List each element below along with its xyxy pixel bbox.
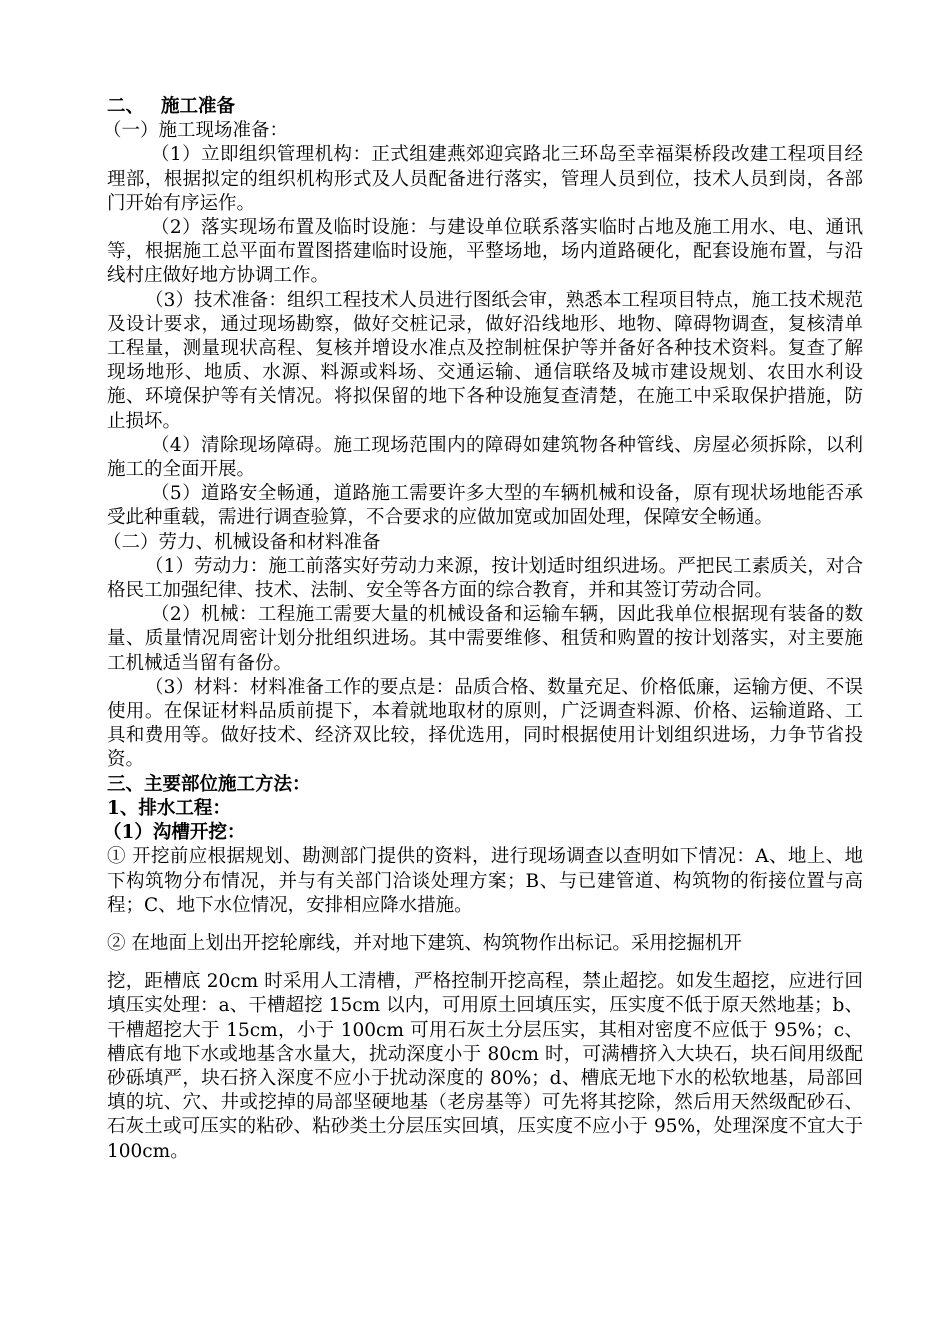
paragraph-excavation-rest: 挖，距槽底 20cm 时采用人工清槽，严格控制开挖高程，禁止超挖。如发生超挖，应进行回填压实处理：a、干槽超挖 15cm 以内，可用原土回填压实，压实度不低于原天然地基；b、干槽超挖大于 15cm，小于 100cm 可用石灰土分层压实，其相对密度不应低于 95%；c、槽底有地下水或地基含水量大，扰动深度小于 80cm 时，可满槽挤入大块石，块石间用级配砂砾填严，块石挤入深度不应小于扰动深度的 80%；d、槽底无地下水的松软地基，局部回填的坑、穴、井或挖掉的局部坚硬地基（老房基等）可先将其挖除，然后用天然级配砂石、石灰土或可压实的粘砂、粘砂类土分层压实回填，压实度不应小于 95%，处理深度不宜大于 100cm。 (107, 971, 863, 1162)
section-heading-2 (107, 95, 863, 119)
section-title: 施工准备 (161, 96, 236, 117)
paragraph-excavation-first-line: ② 在地面上划出开挖轮廓线，并对地下建筑、构筑物作出标记。采用挖掘机开 (107, 932, 742, 954)
subsection-heading-1: （一）施工现场准备： (103, 120, 289, 142)
subsection-heading-2: （二）劳力、机械设备和材料准备 (103, 531, 381, 553)
paragraph-machinery: （2）机械：工程施工需要大量的机械设备和运输车辆，因此我单位根据现有装备的数量、质量情况周密计划分批组织进场。其中需要维修、租赁和购置的按计划落实，对主要施工机械适当留有备份。 (107, 604, 863, 674)
paragraph-site-layout: （2）落实现场布置及临时设施：与建设单位联系落实临时占地及施工用水、电、通讯等，根据施工总平面布置图搭建临时设施，平整场地，场内道路硬化，配套设施布置，与沿线村庄做好地方协调工作。 (107, 217, 863, 287)
item-heading-trench: （1）沟槽开挖： (103, 822, 246, 844)
paragraph-clear-obstacles: （4）清除现场障碍。施工现场范围内的障碍如建筑物各种管线、房屋必须拆除，以利施工的全面开展。 (107, 434, 863, 481)
section-number: 二、 (107, 96, 145, 117)
item-heading-drainage: 1、排水工程： (107, 797, 231, 819)
section-heading-3: 三、主要部位施工方法： (107, 773, 311, 795)
paragraph-pre-excavation: ① 开挖前应根据规划、勘测部门提供的资料，进行现场调查以查明如下情况：A、地上、地下构筑物分布情况，并与有关部门洽谈处理方案；B、与已建管道、构筑物的衔接位置与高程；C、地下水位情况，安排相应降水措施。 (107, 846, 863, 916)
document-body (103, 95, 863, 1164)
paragraph-materials: （3）材料：材料准备工作的要点是：品质合格、数量充足、价格低廉，运输方便、不误使用。在保证材料品质前提下，本着就地取材的原则，广泛调查料源、价格、运输道路、工具和费用等。做好技术、经济双比较，择优选用，同时根据使用计划组织进场，力争节省投资。 (107, 676, 863, 771)
paragraph-labor: （1）劳动力：施工前落实好劳动力来源，按计划适时组织进场。严把民工素质关，对合格民工加强纪律、技术、法制、安全等各方面的综合教育，并和其签订劳动合同。 (107, 555, 863, 602)
paragraph-road-safety: （5）道路安全畅通，道路施工需要许多大型的车辆机械和设备，原有现状场地能否承受此种重载，需进行调查验算，不合要求的应做加宽或加固处理，保障安全畅通。 (107, 483, 863, 529)
paragraph-tech-prep: （3）技术准备：组织工程技术人员进行图纸会审，熟悉本工程项目特点，施工技术规范及设计要求，通过现场勘察，做好交桩记录，做好沿线地形、地物、障碍物调查，复核清单工程量，测量现状高程、复核并增设水准点及控制桩保护等并备好各种技术资料。复查了解现场地形、地质、水源、料源或料场、交通运输、通信联络及城市建设规划、农田水利设施、环境保护等有关情况。将拟保留的地下各种设施复查清楚，在施工中采取保护措施，防止损坏。 (107, 289, 863, 432)
paragraph-org: （1）立即组织管理机构：正式组建燕郊迎宾路北三环岛至幸福渠桥段改建工程项目经理部，根据拟定的组织机构形式及人员配备进行落实，管理人员到位，技术人员到岗，各部门开始有序运作。 (107, 144, 863, 214)
